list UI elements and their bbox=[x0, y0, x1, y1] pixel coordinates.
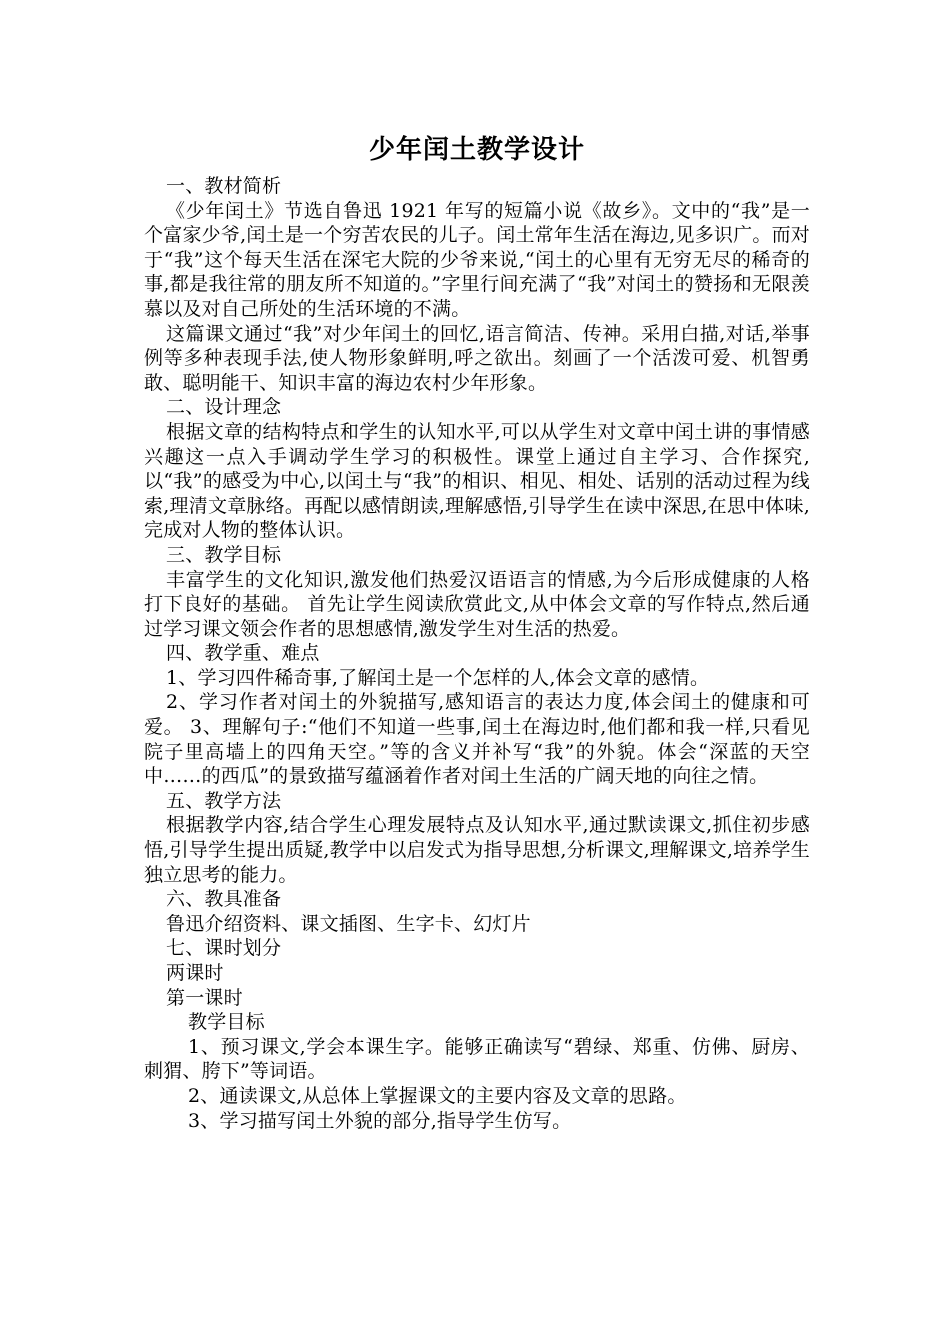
list-item: 3、学习描写闰土外貌的部分,指导学生仿写。 bbox=[188, 1109, 572, 1132]
list-item: 1、预习课文,学会本课生字。能够正确读写“碧绿、郑重、仿佛、厨房、刺猬、胯下”等词语。 bbox=[144, 1035, 810, 1083]
section-heading-key-points: 四、教学重、难点 bbox=[166, 642, 320, 665]
list-item: 1、学习四件稀奇事,了解闰土是一个怎样的人,体会文章的感情。 bbox=[166, 666, 710, 689]
list-item: 2、学习作者对闰土的外貌描写,感知语言的表达力度,体会闰土的健康和可爱。 3、理解句子:“他们不知道一些事,闰土在海边时,他们都和我一样,只看见院子里高墙上的四角天空。”等的含义并补写“我”的外貌。体会“深蓝的天空中……的西瓜”的景致描写蕴涵着作者对闰土生活的广阔天地的向往之情。 bbox=[144, 691, 810, 788]
section-heading-analysis: 一、教材简析 bbox=[166, 175, 282, 197]
section-heading-methods: 五、教学方法 bbox=[166, 789, 282, 812]
section-heading-design-concept: 二、设计理念 bbox=[166, 396, 282, 419]
paragraph: 两课时 bbox=[166, 962, 224, 984]
section-heading-teaching-goals: 三、教学目标 bbox=[166, 543, 282, 566]
paragraph: 丰富学生的文化知识,激发他们热爱汉语语言的情感,为今后形成健康的人格打下良好的基础。 首先让学生阅读欣赏此文,从中体会文章的写作特点,然后通过学习课文领会作者的思想感情,激发学生对生活的热爱。 bbox=[144, 568, 810, 640]
section-heading-materials: 六、教具准备 bbox=[166, 888, 282, 911]
document-page bbox=[144, 130, 810, 1133]
paragraph: 鲁迅介绍资料、课文插图、生字卡、幻灯片 bbox=[166, 912, 531, 935]
paragraph: 《少年闰土》节选自鲁迅 1921 年写的短篇小说《故乡》。文中的“我”是一个富家少爷,闰土是一个穷苦农民的儿子。闰土常年生活在海边,见多识广。而对于“我”这个每天生活在深宅大院的少爷来说,“闰土的心里有无穷无尽的稀奇的事,都是我往常的朋友所不知道的。”字里行间充满了“我”对闰土的赞扬和无限羡慕以及对自己所处的生活环境的不满。 bbox=[144, 199, 810, 320]
paragraph: 根据文章的结构特点和学生的认知水平,可以从学生对文章中闰土讲的事情感兴趣这一点入手调动学生学习的积极性。课堂上通过自主学习、合作探究,以“我”的感受为中心,以闰土与“我”的相识、相见、相处、话别的活动过程为线索,理清文章脉络。再配以感情朗读,理解感悟,引导学生在读中深思,在思中体味,完成对人物的整体认识。 bbox=[144, 420, 810, 542]
paragraph: 根据教学内容,结合学生心理发展特点及认知水平,通过默读课文,抓住初步感悟,引导学生提出质疑,教学中以启发式为指导思想,分析课文,理解课文,培养学生独立思考的能力。 bbox=[144, 814, 810, 886]
document-title: 少年闰土教学设计 bbox=[368, 135, 585, 165]
lesson-heading: 第一课时 bbox=[166, 986, 243, 1009]
section-heading-schedule: 七、课时划分 bbox=[166, 937, 282, 960]
list-item: 2、通读课文,从总体上掌握课文的主要内容及文章的思路。 bbox=[188, 1084, 687, 1107]
subheading-goals: 教学目标 bbox=[188, 1011, 265, 1034]
paragraph: 这篇课文通过“我”对少年闰土的回忆,语言简洁、传神。采用白描,对话,举事例等多种表现手法,使人物形象鲜明,呼之欲出。刻画了一个活泼可爱、机智勇敢、聪明能干、知识丰富的海边农村少年形象。 bbox=[144, 322, 810, 394]
